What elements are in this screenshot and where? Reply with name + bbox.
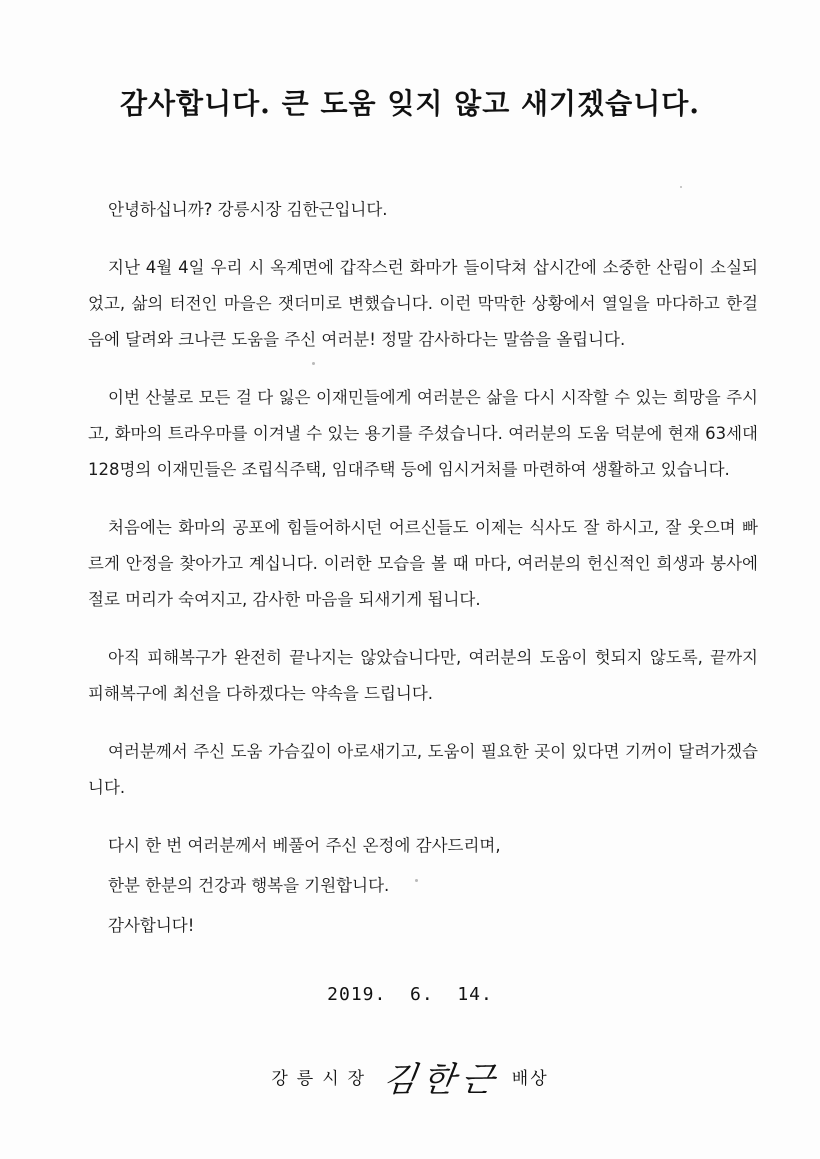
paragraph-hope: 이번 산불로 모든 걸 다 잃은 이재민들에게 여러분은 삶을 다시 시작할 수 있는 희망을 주시고, 화마의 트라우마를 이겨낼 수 있는 용기를 주셨습니다. 여러분의 도움 덕분에 현재 63세대 128명의 이재민들은 조립식주택, 임대주택 등에 임시거처를 마련하여 생활하고 있습니다.	[88, 388, 758, 479]
greeting-paragraph: 안녕하십니까? 강릉시장 김한근입니다.	[108, 200, 388, 219]
letter-body	[88, 192, 758, 948]
letter-title: 감사합니다. 큰 도움 잊지 않고 새기겠습니다.	[119, 87, 701, 120]
paragraph-promise: 아직 피해복구가 완전히 끝나지는 않았습니다만, 여러분의 도움이 헛되지 않도록, 끝까지 피해복구에 최선을 다하겠다는 약속을 드립니다.	[88, 648, 758, 703]
signature-suffix: 배상	[511, 1069, 549, 1089]
letter-date: 2019. 6. 14.	[327, 984, 493, 1005]
signature-name: 김한근	[380, 1060, 504, 1100]
closing-line: 다시 한 번 여러분께서 베풀어 주신 온정에 감사드리며,	[108, 836, 501, 855]
closing-line: 한분 한분의 건강과 행복을 기원합니다.	[108, 876, 390, 895]
paragraph-recovery: 처음에는 화마의 공포에 힘들어하시던 어르신들도 이제는 식사도 잘 하시고, 잘 웃으며 빠르게 안정을 찾아가고 계십니다. 이러한 모습을 볼 때 마다, 여러분의 헌신적인 희생과 봉사에 절로 머리가 숙여지고, 감사한 마음을 되새기게 됩니다.	[88, 518, 758, 609]
paragraph-wildfire: 지난 4월 4일 우리 시 옥계면에 갑작스런 화마가 들이닥쳐 삽시간에 소중한 산림이 소실되었고, 삶의 터전인 마을은 잿더미로 변했습니다. 이런 막막한 상황에서 열일을 마다하고 한걸음에 달려와 크나큰 도움을 주신 여러분! 정말 감사하다는 말씀을 올립니다.	[88, 258, 758, 349]
paragraph-gratitude: 여러분께서 주신 도움 가슴깊이 아로새기고, 도움이 필요한 곳이 있다면 기꺼이 달려가겠습니다.	[88, 742, 758, 797]
closing-block	[88, 828, 758, 944]
scan-speck	[312, 362, 315, 365]
scan-speck	[680, 186, 682, 188]
scan-speck	[415, 879, 418, 882]
signature-block	[0, 1052, 820, 1101]
closing-line: 감사합니다!	[108, 916, 195, 935]
signature-office: 강릉시장	[271, 1069, 374, 1089]
